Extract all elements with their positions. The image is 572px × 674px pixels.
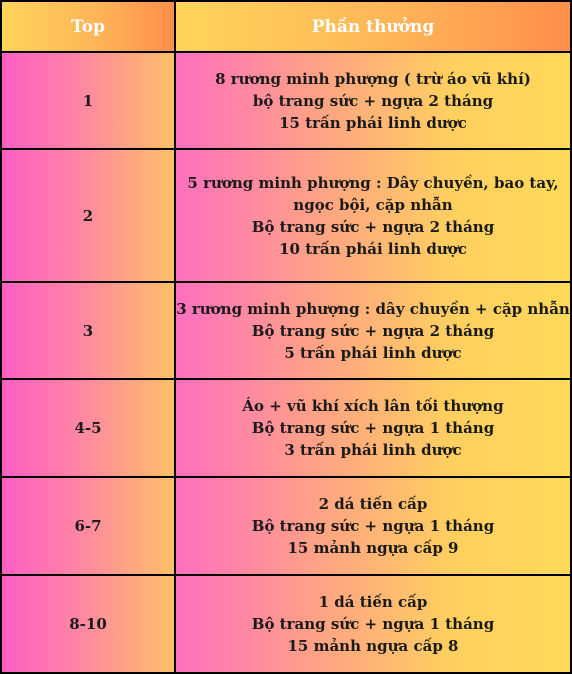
reward-line: Bộ trang sức + ngựa 2 tháng bbox=[251, 321, 495, 340]
reward-line: 1 dá tiến cấp bbox=[318, 593, 428, 611]
reward-line: 10 trấn phái linh dược bbox=[279, 239, 467, 258]
reward-cell bbox=[176, 380, 570, 476]
reward-line: 2 dá tiến cấp bbox=[318, 495, 428, 513]
reward-line: 3 rương minh phượng : dây chuyền + cặp nhẫn bbox=[176, 299, 570, 318]
rank-cell: 1 bbox=[2, 53, 174, 148]
reward-cell bbox=[176, 283, 570, 378]
rank-cell: 3 bbox=[2, 283, 174, 378]
reward-cell bbox=[176, 478, 570, 574]
reward-line: bộ trang sức + ngựa 2 tháng bbox=[252, 91, 494, 110]
header-reward: Phần thưởng bbox=[176, 2, 570, 51]
reward-line: Bộ trang sức + ngựa 1 tháng bbox=[251, 615, 495, 633]
table-row bbox=[0, 576, 572, 672]
reward-line: Áo + vũ khí xích lân tối thượng bbox=[242, 397, 504, 415]
reward-line: 15 mảnh ngựa cấp 8 bbox=[287, 637, 459, 655]
table-row bbox=[0, 478, 572, 574]
reward-line: 15 mảnh ngựa cấp 9 bbox=[287, 539, 459, 557]
reward-line: 3 trấn phái linh dược bbox=[284, 441, 462, 459]
rank-cell: 6-7 bbox=[2, 478, 174, 574]
reward-line: Bộ trang sức + ngựa 1 tháng bbox=[251, 419, 495, 437]
rank-cell: 2 bbox=[2, 150, 174, 281]
table-header bbox=[0, 2, 572, 51]
table-row bbox=[0, 380, 572, 476]
reward-cell bbox=[176, 53, 570, 148]
reward-cell bbox=[176, 150, 570, 281]
reward-line: ngọc bội, cặp nhẫn bbox=[293, 195, 453, 214]
rank-cell: 4-5 bbox=[2, 380, 174, 476]
reward-line: 5 trấn phái linh dược bbox=[284, 343, 462, 362]
reward-line: Bộ trang sức + ngựa 1 tháng bbox=[251, 517, 495, 535]
reward-line: 8 rương minh phượng ( trừ áo vũ khí) bbox=[215, 69, 531, 88]
header-top: Top bbox=[2, 2, 174, 51]
reward-line: 5 rương minh phượng : Dây chuyền, bao tay, bbox=[187, 173, 559, 192]
reward-line: Bộ trang sức + ngựa 2 tháng bbox=[251, 217, 495, 236]
table-row bbox=[0, 150, 572, 281]
table-row bbox=[0, 53, 572, 148]
rank-cell: 8-10 bbox=[2, 576, 174, 672]
reward-line: 15 trấn phái linh dược bbox=[279, 113, 467, 132]
table-row bbox=[0, 283, 572, 378]
reward-cell bbox=[176, 576, 570, 672]
